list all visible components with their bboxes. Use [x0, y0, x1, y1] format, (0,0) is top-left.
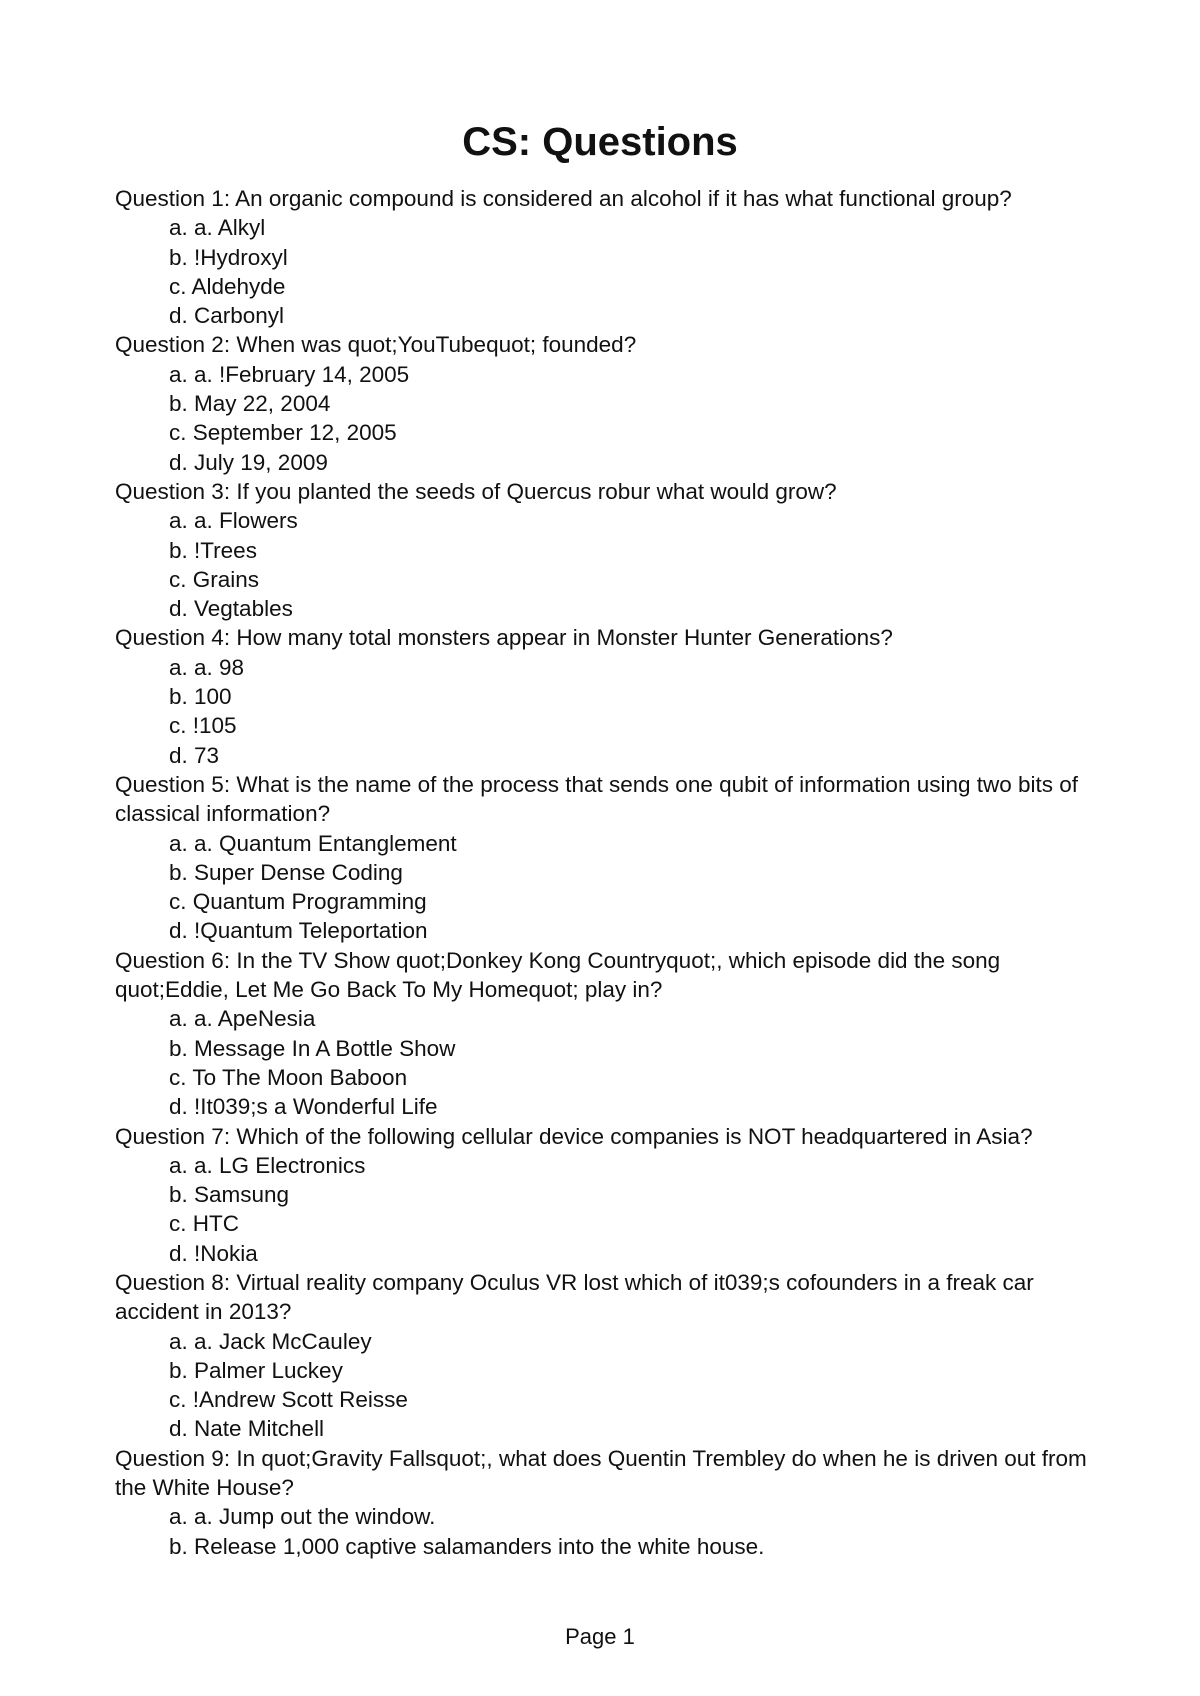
answer-option: c. Grains [169, 566, 260, 592]
answer-option: a. a. !February 14, 2005 [169, 361, 410, 387]
answer-option: b. Palmer Luckey [169, 1357, 343, 1383]
answer-options [115, 653, 1095, 770]
question-text: Question 8: Virtual reality company Oculus VR lost which of it039;s cofounders in a freak car accident in 2013? [115, 1269, 1034, 1325]
answer-option: b. Message In A Bottle Show [169, 1035, 456, 1061]
answer-option: a. a. Flowers [169, 508, 298, 534]
answer-option: d. !Nokia [169, 1240, 258, 1266]
answer-option: c. HTC [169, 1211, 239, 1237]
answer-option: d. !It039;s a Wonderful Life [169, 1094, 438, 1120]
answer-option: d. !Quantum Teleportation [169, 918, 428, 944]
answer-options [115, 1502, 1095, 1561]
answer-option: a. a. Jack McCauley [169, 1328, 372, 1354]
answer-option: b. May 22, 2004 [169, 391, 331, 417]
answer-option: c. September 12, 2005 [169, 420, 397, 446]
question-text: Question 3: If you planted the seeds of Quercus robur what would grow? [115, 478, 837, 504]
question-text: Question 4: How many total monsters appear in Monster Hunter Generations? [115, 625, 893, 651]
answer-options [115, 1327, 1095, 1444]
answer-options [115, 213, 1095, 330]
answer-option: a. a. Alkyl [169, 215, 266, 241]
answer-option: b. 100 [169, 684, 232, 710]
answer-option: a. a. 98 [169, 654, 245, 680]
answer-options [115, 360, 1095, 477]
answer-option: d. Nate Mitchell [169, 1416, 325, 1442]
answer-option: b. Samsung [169, 1182, 290, 1208]
answer-option: b. Super Dense Coding [169, 859, 403, 885]
answer-option: a. a. Quantum Entanglement [169, 830, 457, 856]
answer-option: c. Quantum Programming [169, 889, 427, 915]
question-text: Question 5: What is the name of the process that sends one qubit of information using two bits of classical information? [115, 771, 1079, 827]
answer-option: a. a. ApeNesia [169, 1006, 316, 1032]
question-item [115, 184, 1095, 330]
answer-option: c. Aldehyde [169, 273, 286, 299]
answer-options [115, 1004, 1095, 1121]
question-item [115, 770, 1095, 946]
answer-options [115, 1151, 1095, 1268]
answer-option: d. Vegtables [169, 596, 293, 622]
answer-option: d. July 19, 2009 [169, 449, 328, 475]
answer-option: a. a. LG Electronics [169, 1152, 366, 1178]
question-item [115, 330, 1095, 476]
answer-option: b. Release 1,000 captive salamanders into the white house. [169, 1533, 765, 1559]
answer-option: b. !Trees [169, 537, 257, 563]
answer-option: a. a. Jump out the window. [169, 1504, 436, 1530]
question-item [115, 477, 1095, 623]
answer-option: c. To The Moon Baboon [169, 1064, 408, 1090]
answer-option: c. !105 [169, 713, 237, 739]
question-list [115, 184, 1095, 1561]
question-item [115, 1268, 1095, 1444]
question-text: Question 7: Which of the following cellular device companies is NOT headquartered in Asia? [115, 1123, 1033, 1149]
answer-option: d. 73 [169, 742, 220, 768]
answer-option: b. !Hydroxyl [169, 244, 288, 270]
question-text: Question 6: In the TV Show quot;Donkey Kong Countryquot;, which episode did the song quot;Eddie, Let Me Go Back To My Homequot; play in? [115, 947, 1001, 1003]
question-text: Question 1: An organic compound is considered an alcohol if it has what functional group? [115, 186, 1012, 211]
answer-options [115, 506, 1095, 623]
question-text: Question 2: When was quot;YouTubequot; founded? [115, 332, 637, 358]
question-item [115, 1122, 1095, 1268]
question-item [115, 623, 1095, 769]
page-number: Page 1 [565, 1624, 635, 1649]
question-item [115, 1444, 1095, 1561]
page-title: CS: Questions [462, 120, 738, 164]
answer-option: c. !Andrew Scott Reisse [169, 1387, 408, 1413]
answer-option: d. Carbonyl [169, 303, 285, 329]
question-item [115, 946, 1095, 1122]
answer-options [115, 829, 1095, 946]
question-text: Question 9: In quot;Gravity Fallsquot;, what does Quentin Trembley do when he is driven out from the White House? [115, 1445, 1087, 1501]
